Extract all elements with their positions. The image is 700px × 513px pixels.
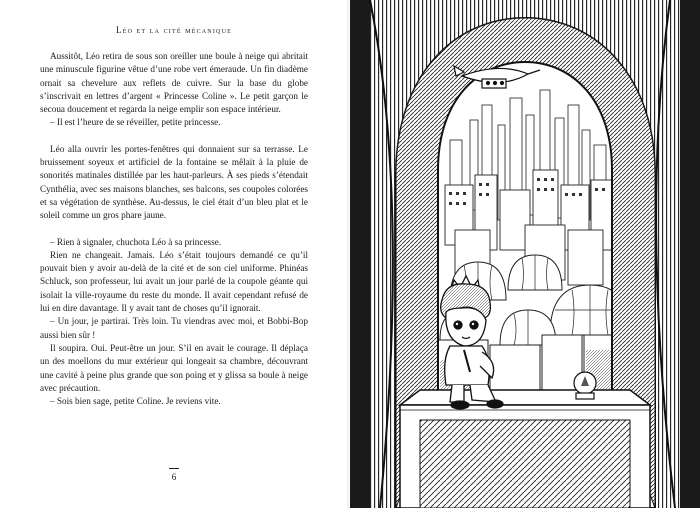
illustration-page — [350, 0, 700, 508]
paragraph: Aussitôt, Léo retira de sous son oreiller une boule à neige qui abritait une minuscule figurine vêtue d’une robe vert émeraude. Un fin diadème ornait sa chevelure aux reflets de cuivre. Sur la base du globe s’inscrivait en lettres d’argent « Princesse Coline ». Le petit garçon le secoua doucement et regarda la neige emplir son espace intérieur. — [40, 51, 308, 115]
paragraph: Il soupira. Oui. Peut-être un jour. S’il en avait le courage. Il déplaça un des moellons du mur extérieur qui longeait sa chambre, découvrant une cavité à peine plus grande que son poing et y glissa sa boule à neige avec précaution. — [40, 342, 308, 393]
paragraph: – Il est l’heure de se réveiller, petite princesse. — [50, 117, 221, 128]
text-page — [0, 0, 348, 508]
window-sill — [400, 390, 650, 508]
snow-globe — [574, 372, 596, 399]
page-number: 6 — [171, 472, 177, 482]
paragraph: Léo alla ouvrir les portes-fenêtres qui donnaient sur sa terrasse. Le bruissement soyeux et artificiel de la fontaine se mêlait à la pluie de sonorités matinales distillée par les haut-parleurs. À ses pieds s’étendait Cynthélia, avec ses maisons blanches, ses balcons, ses coupoles colorées et sa végétation de synthèse. Au-dessus, le ciel était d’un bleu plat et le soleil comme un gros phare jaune. — [40, 143, 308, 221]
folio-rule — [169, 468, 179, 469]
paragraph: – Sois bien sage, petite Coline. Je reviens vite. — [50, 396, 221, 407]
paragraph: – Rien à signaler, chuchota Léo à sa princesse. — [50, 236, 222, 247]
running-head: Léo et la cité mécanique — [116, 25, 232, 35]
text-block — [40, 50, 308, 408]
paragraph: – Un jour, je partirai. Très loin. Tu viendras avec moi, et Bobbi-Bop aussi bien sûr ! — [40, 316, 308, 340]
paragraph: Rien ne changeait. Jamais. Léo s’était toujours demandé ce qu’il pouvait bien y avoir au-delà de la cité et de son ciel uniforme. Phinéas Schluck, son professeur, lui avait un jour parlé de la coupole géante qui isolait la ville-royaume du reste du monde. Il avait cependant refusé de lui en dire davantage. Il y avait tant de choses qu’il ignorait. — [40, 249, 308, 314]
illustration — [350, 0, 700, 508]
